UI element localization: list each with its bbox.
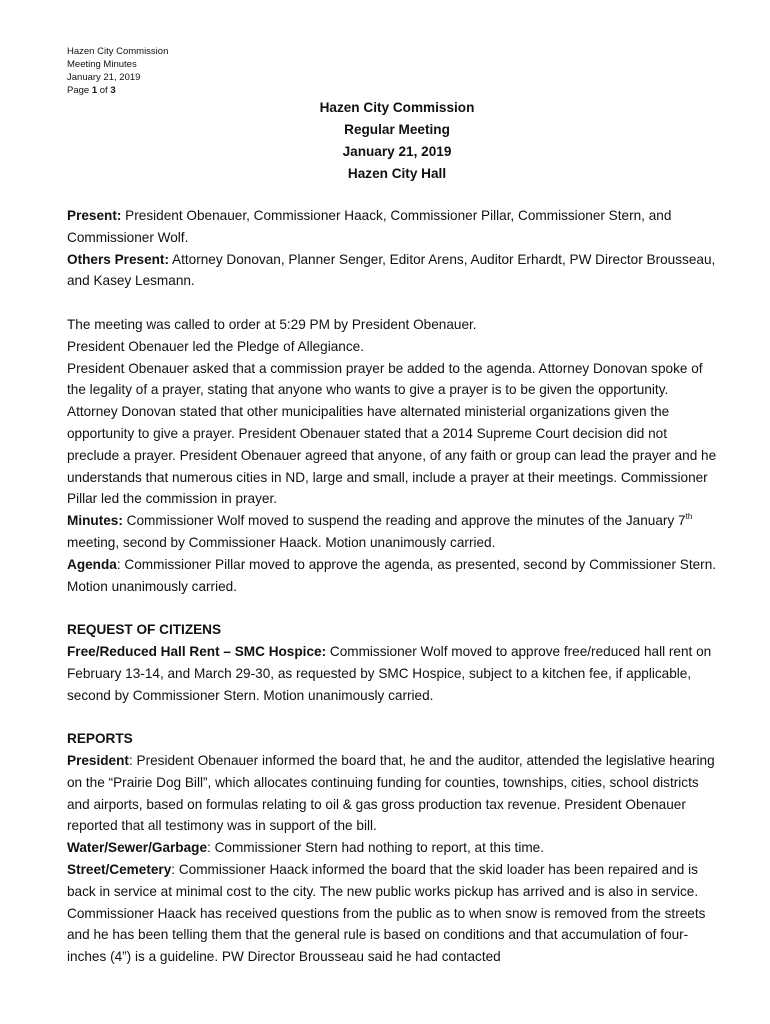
- president-report: President: President Obenauer informed the board that, he and the auditor, attended the legislative hearing on the “Prairie Dog Bill”, which allocates continuing funding for counties, townships, cities, school districts and airports, based on formulas relating to oil & gas gross production tax revenue. President Obenauer reported that all testimony was in support of the bill.: [67, 752, 715, 834]
- header-doc-type: Meeting Minutes: [67, 59, 137, 70]
- citizens-heading: REQUEST OF CITIZENS: [67, 622, 222, 638]
- pledge: President Obenauer led the Pledge of Allegiance.: [67, 338, 365, 354]
- call-to-order: The meeting was called to order at 5:29 PM by President Obenauer.: [67, 316, 477, 332]
- prayer-paragraph: President Obenauer asked that a commission prayer be added to the agenda. Attorney Donovan spoke of the legality of a prayer, stating that anyone who wants to give a prayer is to be given the opportunity. Attorney Donovan stated that other municipalities have alternated ministerial organizations given the opportunity to give a prayer. President Obenauer stated that a 2014 Supreme Court decision did not preclude a prayer. President Obenauer agreed that anyone, of any faith or group can lead the prayer and he understands that numerous cities in ND, large and small, include a prayer at their meetings. Commissioner Pillar led the commission in prayer.: [67, 360, 717, 507]
- title-date: January 21, 2019: [342, 144, 452, 159]
- title-meeting-type: Regular Meeting: [344, 122, 450, 137]
- reports-heading: REPORTS: [67, 731, 133, 747]
- header-date: January 21, 2019: [67, 72, 141, 83]
- page-header: [67, 45, 168, 97]
- street-cemetery-report: Street/Cemetery: Commissioner Haack informed the board that the skid loader has been repaired and is back in service at minimal cost to the city. The new public works pickup has arrived and is also in service. Commissioner Haack has received questions from the public as to when snow is removed from the streets and he has been telling them that the general rule is based on conditions and that accumulation of four-inches (4”) is a guideline. PW Director Brousseau said he had contacted: [67, 861, 706, 965]
- minutes-paragraph: Minutes: Commissioner Wolf moved to suspend the reading and approve the minutes of the January 7th meeting, second by Commissioner Haack. Motion unanimously carried.: [67, 511, 693, 550]
- title-location: Hazen City Hall: [347, 166, 447, 181]
- others-present-paragraph: Others Present: Attorney Donovan, Planner Senger, Editor Arens, Auditor Erhardt, PW Director Brousseau, and Kasey Lesmann.: [67, 251, 716, 289]
- minutes-body: [67, 205, 717, 968]
- agenda-paragraph: Agenda: Commissioner Pillar moved to approve the agenda, as presented, second by Commissioner Stern. Motion unanimously carried.: [67, 556, 717, 594]
- present-paragraph: Present: President Obenauer, Commissioner Haack, Commissioner Pillar, Commissioner Stern, and Commissioner Wolf.: [67, 208, 672, 245]
- document-title: [0, 97, 770, 185]
- header-org: Hazen City Commission: [67, 46, 169, 57]
- title-org: Hazen City Commission: [319, 100, 475, 115]
- hall-rent-paragraph: Free/Reduced Hall Rent – SMC Hospice: Commissioner Wolf moved to approve free/reduced hall rent on February 13-14, and March 29-30, as requested by SMC Hospice, subject to a kitchen fee, if applicable, second by Commissioner Stern. Motion unanimously carried.: [67, 643, 712, 703]
- header-page-number: Page 1 of 3: [67, 85, 116, 96]
- water-sewer-report: Water/Sewer/Garbage: Commissioner Stern had nothing to report, at this time.: [67, 840, 545, 856]
